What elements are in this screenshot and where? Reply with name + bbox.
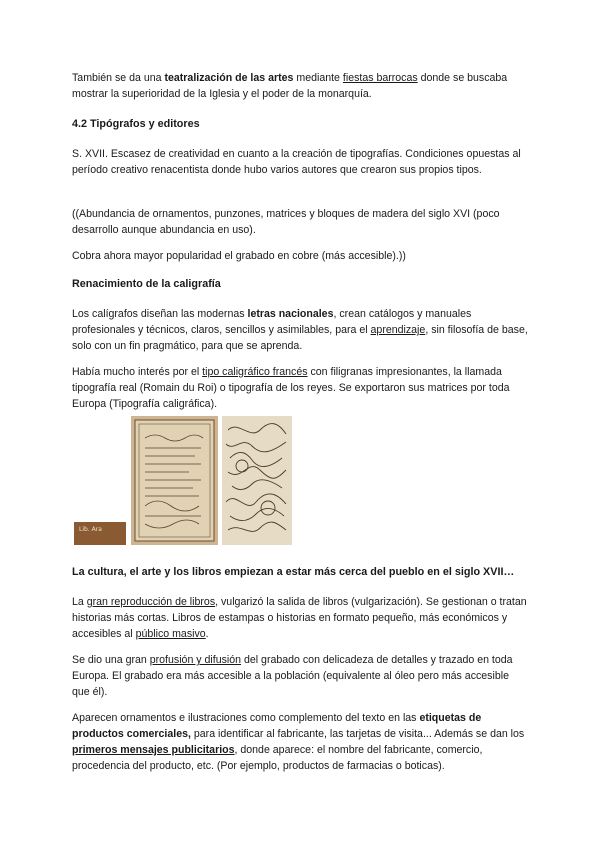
text-run: del grabado con delicadeza de detalles y trazado en toda Europa. El grabado era más accesible a la población (equivalente al óleo pero más accesible que él). (72, 654, 513, 698)
underlined-run: aprendizaje (370, 324, 426, 336)
calligraphy-manuscript-image (131, 416, 218, 545)
underlined-run: gran reproducción de libros (86, 596, 216, 608)
paragraph-caligrafos (72, 306, 528, 354)
paragraph-profusion (72, 652, 528, 700)
bold-run: teatralización de las artes (164, 72, 294, 84)
text-run: Aparecen ornamentos e ilustraciones como complemento del texto en las (72, 712, 420, 724)
paragraph-teatralizacion (72, 70, 528, 102)
heading-tipografos: 4.2 Tipógrafos y editores (72, 118, 200, 130)
text-run: , sin filosofía de base, solo con un fin pragmático, para que se aprenda. (72, 324, 528, 352)
bold-run: letras nacionales (247, 308, 334, 320)
paragraph-reproduccion-libros (72, 594, 528, 642)
paragraph-tipo-frances (72, 364, 528, 412)
bold-underlined-run: primeros mensajes publicitarios (72, 744, 235, 756)
image-caption: Lib. Ara (79, 526, 102, 533)
text-run: mediante (293, 72, 343, 84)
calligraphy-flourish-image (222, 416, 292, 545)
underlined-run: público masivo (135, 628, 206, 640)
paragraph-etiquetas (72, 710, 528, 774)
underlined-run: profusión y difusión (149, 654, 242, 666)
heading-cultura: La cultura, el arte y los libros empiezan a estar más cerca del pueblo en el siglo XVII… (72, 566, 515, 578)
text-run: donde se buscaba mostrar la superioridad de la Iglesia y el poder de la monarquía. (72, 72, 508, 100)
text-run: Había mucho interés por el (72, 366, 203, 378)
text-run: , vulgarizó la salida de libros (vulgarización). Se gestionan o tratan historias más cortas. Libros de estampas o historias en formato pequeño, más económicos y accesibles al (72, 596, 527, 640)
underlined-run: tipo caligráfico francés (202, 366, 308, 378)
paragraph-siglo-xvii: S. XVII. Escasez de creatividad en cuanto a la creación de tipografías. Condiciones opuestas al período creativo renacentista donde hubo varios autores que crearon sus propios tipos. (72, 148, 521, 176)
text-run: La (72, 596, 87, 608)
text-run: con filigranas impresionantes, la llamada tipografía real (Romain du Roi) o tipografía de los reyes. Se exportaron sus matrices por toda Europa (Tipografía caligráfica). (72, 366, 510, 410)
text-run: , donde aparece: el nombre del fabricante, comercio, procedencia del producto, etc. (Por ejemplo, productos de farmacias o boticas). (72, 744, 483, 772)
underlined-run: fiestas barrocas (342, 72, 418, 84)
heading-renacimiento-caligrafia: Renacimiento de la caligrafía (72, 278, 221, 290)
text-run: También se da una (72, 72, 165, 84)
bold-run: etiquetas de productos comerciales, (72, 712, 482, 740)
text-run: , crean catálogos y manuales profesionales y técnicos, claros, sencillos y asimilables, para el (72, 308, 472, 336)
image-caption-box (74, 522, 126, 545)
paragraph-grabado-cobre: Cobra ahora mayor popularidad el grabado en cobre (más accesible).)) (72, 250, 406, 262)
paragraph-ornamentos: ((Abundancia de ornamentos, punzones, matrices y bloques de madera del siglo XVI (poco desarrollo aunque abundancia en uso). (72, 208, 500, 236)
text-run: Los calígrafos diseñan las modernas (72, 308, 248, 320)
text-run: . (205, 628, 209, 640)
text-run: Se dio una gran (72, 654, 150, 666)
text-run: para identificar al fabricante, las tarjetas de visita... Además se dan los (190, 728, 525, 740)
calligraphy-image-gallery (74, 410, 274, 545)
